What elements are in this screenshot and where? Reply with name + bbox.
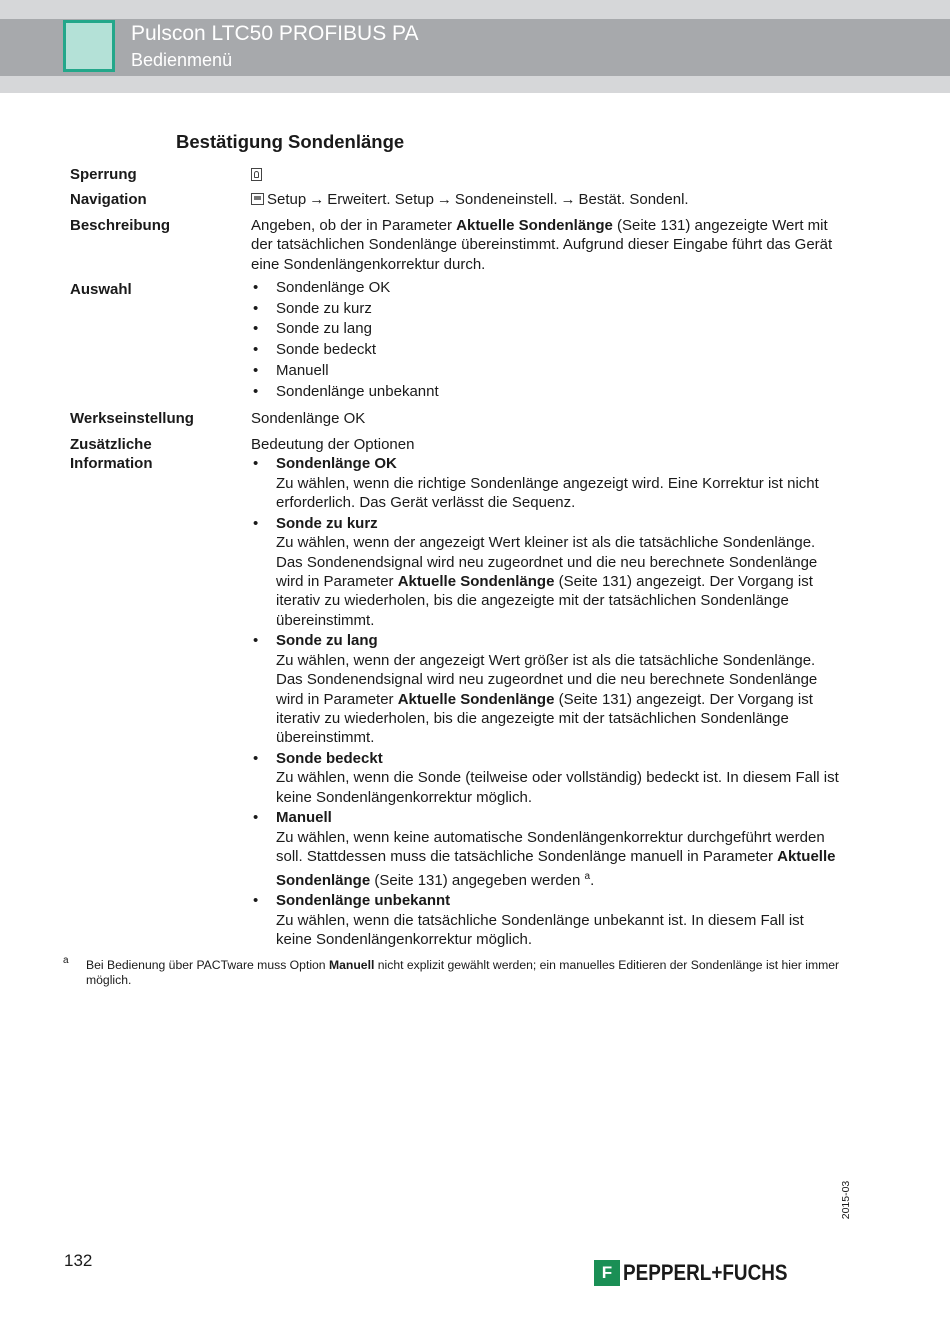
label-zusaetzliche-information: Zusätzliche Information [70,436,153,473]
arrow-right-icon: → [309,191,325,208]
header-bar [0,0,950,93]
pepperl-fuchs-logo [594,1259,814,1287]
parameter-reference: Aktuelle Sondenlänge [397,573,555,591]
lock-icon [251,168,262,181]
list-item [251,808,841,890]
header-logo-square [63,20,115,72]
choice-list [251,278,841,402]
option-description: Zu wählen, wenn die richtige Sondenlänge angezeigt wird. Eine Korrektur ist nicht erforderlich. Das Gerät verlässt die Sequenz. [276,474,819,512]
list-item: • Sondenlänge OK [251,278,841,299]
option-name: • Sonde zu kurz [276,514,378,532]
list-item: • Sonde zu lang [251,319,841,340]
list-item [251,749,841,807]
value-auswahl [251,278,841,402]
list-item: • Manuell [251,361,841,382]
nav-step-sondeneinstell: Sondeneinstell. [454,191,558,208]
option-description: Zu wählen, wenn keine automatische Sondenlängenkorrektur durchgeführt werden soll. Stattdessen muss die tatsächliche Sondenlänge manuell in Parameter Aktuelle Sondenlänge (Seite 131) angegeben werden $^a$. [276,828,836,889]
label-auswahl: Auswahl [70,281,132,298]
footnote-reference: a [584,870,591,882]
label-beschreibung: Beschreibung [70,217,171,234]
option-description: Zu wählen, wenn der angezeigt Wert kleiner ist als die tatsächliche Sondenlänge. Das Sondenendsignal wird neu zugeordnet und die neu berechnete Sondenlänge wird in Parameter Aktuelle Sondenlänge (Seite 131) angezeigt. Der Vorgang ist iterativ zu wiederholen, bis die angezeigte mit der tatsächlichen Sondenlänge übereinstimmt. [276,534,818,629]
list-item [251,631,841,747]
arrow-right-icon: → [436,191,452,208]
option-description: Zu wählen, wenn die tatsächliche Sondenlänge unbekannt ist. In diesem Fall ist keine Sondenlängenkorrektur möglich. [276,911,804,949]
label-sperrung: Sperrung [70,166,137,183]
option-list [251,454,841,949]
section-heading: Bestätigung Sondenlänge [176,131,405,152]
option-name: • Sondenlänge OK [276,455,397,473]
option-name: • Sondenlänge unbekannt [276,892,451,910]
document-subtitle: Bedienmenü [131,50,233,70]
parameter-reference: Aktuelle Sondenlänge [397,690,555,708]
date-code: 2015-03 [840,1180,852,1220]
option-description: Zu wählen, wenn die Sonde (teilweise oder vollständig) bedeckt ist. In diesem Fall ist keine Sondenlängenkorrektur möglich. [276,769,839,806]
brand-mark-icon: F [594,1260,620,1286]
page-number: 132 [64,1251,93,1270]
value-zusaetzliche-information [251,435,841,951]
document-title: Pulscon LTC50 PROFIBUS PA [131,22,419,45]
value-sperrung [251,165,841,184]
option-description: Zu wählen, wenn der angezeigt Wert größer ist als die tatsächliche Sondenlänge. Das Sondenendsignal wird neu zugeordnet und die neu berechnete Sondenlänge wird in Parameter Aktuelle Sondenlänge (Seite 131) angezeigt. Der Vorgang ist iterativ zu wiederholen, bis die angezeigte mit der tatsächlichen Sondenlänge übereinstimmt. [276,651,818,747]
list-item [251,454,841,512]
parameter-reference: Aktuelle Sondenlänge [456,217,613,234]
list-item [251,514,841,630]
parameter-reference: Aktuelle Sondenlänge [276,848,836,889]
footnote-mark: a [63,955,69,966]
option-name: • Manuell [276,809,332,827]
option-name: • Sonde zu lang [276,632,378,650]
label-navigation: Navigation [70,191,147,208]
list-item [251,891,841,949]
value-werkseinstellung: Sondenlänge OK [251,410,366,427]
nav-step-setup: Setup [267,191,307,208]
brand-name: PEPPERL+FUCHS [623,1260,788,1285]
description-text: Angeben, ob der in Parameter Aktuelle Sondenlänge (Seite 131) angezeigte Wert mit der tatsächlichen Sondenlänge übereinstimmt. Aufgrund dieser Eingabe führt das Gerät eine Sondenlängenkorrektur durch. [251,217,833,273]
footnote-text: Bei Bedienung über PACTware muss Option Manuell nicht explizit gewählt werden; ein manuelles Editieren der Sondenlänge ist hier immer möglich. [86,958,840,987]
menu-icon [251,193,264,205]
arrow-right-icon: → [560,191,576,208]
list-item: • Sonde zu kurz [251,299,841,320]
list-item: • Sondenlänge unbekannt [251,382,841,403]
navigation-path [251,190,841,209]
label-werkseinstellung: Werkseinstellung [70,410,194,427]
option-name: • Sonde bedeckt [276,750,383,768]
nav-step-bestaet: Bestät. Sondenl. [578,191,689,208]
list-item: • Sonde bedeckt [251,340,841,361]
options-intro: Bedeutung der Optionen [251,436,415,453]
nav-step-erweitert: Erweitert. Setup [327,191,434,208]
value-beschreibung [251,216,841,274]
